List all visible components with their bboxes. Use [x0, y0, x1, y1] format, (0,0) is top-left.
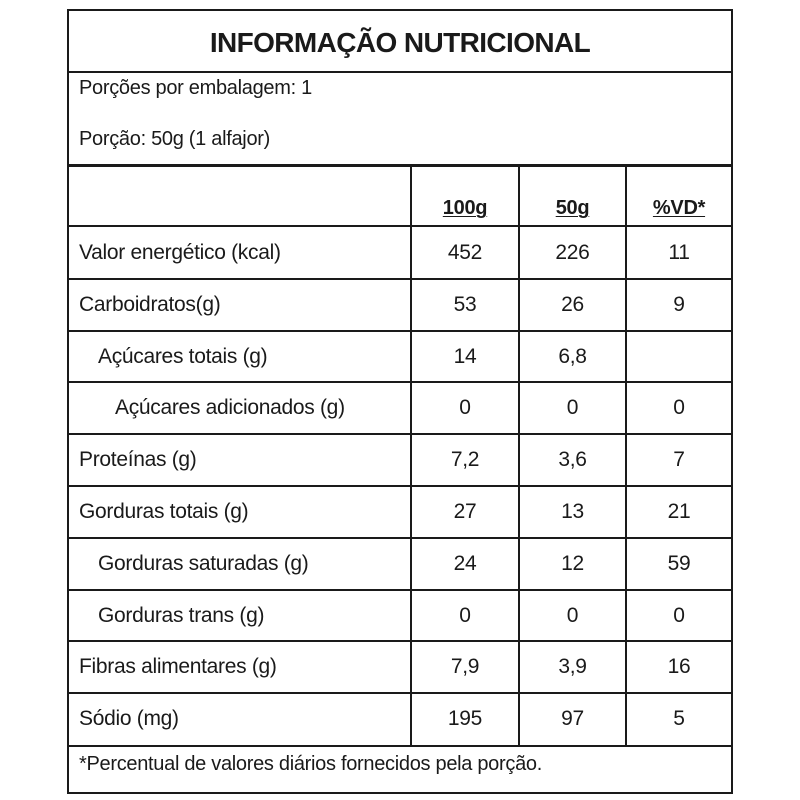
- value-50g: 3,9: [558, 655, 587, 678]
- value-vd: [627, 331, 731, 382]
- nutrient-label: Sódio (mg): [79, 707, 179, 730]
- nutrient-label: Proteínas (g): [79, 448, 197, 471]
- table-row: [69, 279, 731, 330]
- serving-size: Porção: 50g (1 alfajor): [79, 128, 270, 150]
- table-row: [69, 227, 731, 278]
- value-100g: 7,9: [450, 655, 480, 678]
- table-row: [69, 693, 731, 744]
- divider-title: [69, 71, 731, 73]
- nutrient-label: Açúcares adicionados (g): [115, 396, 345, 419]
- value-50g: 0: [566, 604, 579, 627]
- nutrient-label: Gorduras trans (g): [98, 604, 265, 627]
- table-row: [69, 382, 731, 433]
- value-vd: 9: [673, 293, 685, 316]
- nutrient-label: Fibras alimentares (g): [79, 655, 277, 678]
- nutrition-facts-panel: [67, 9, 733, 794]
- value-vd: 5: [673, 707, 685, 730]
- nutrient-label: Açúcares totais (g): [98, 345, 268, 368]
- column-header-100g: 100g: [442, 197, 488, 219]
- value-50g: 0: [566, 396, 579, 419]
- table-row: [69, 641, 731, 692]
- value-vd: 21: [667, 500, 691, 523]
- nutrient-label: Valor energético (kcal): [79, 241, 281, 264]
- value-100g: 195: [447, 707, 483, 730]
- value-vd: 59: [667, 552, 691, 575]
- value-vd: 7: [673, 448, 685, 471]
- value-100g: 53: [453, 293, 477, 316]
- value-100g: 14: [453, 345, 477, 368]
- value-100g: 24: [453, 552, 477, 575]
- value-50g: 226: [555, 241, 590, 264]
- value-50g: 26: [561, 293, 584, 316]
- value-50g: 13: [561, 500, 584, 523]
- value-50g: 97: [561, 707, 584, 730]
- value-100g: 0: [459, 396, 471, 419]
- nutrient-label: Carboidratos(g): [79, 293, 221, 316]
- table-row: [69, 331, 731, 382]
- value-50g: 3,6: [558, 448, 587, 471]
- value-100g: 27: [453, 500, 477, 523]
- table-row: [69, 538, 731, 589]
- value-vd: 0: [673, 604, 685, 627]
- table-row: [69, 590, 731, 641]
- value-50g: 6,8: [558, 345, 587, 368]
- table-row: [69, 434, 731, 485]
- nutrient-label: Gorduras saturadas (g): [98, 552, 309, 575]
- panel-title: INFORMAÇÃO NUTRICIONAL: [209, 27, 591, 58]
- value-100g: 0: [459, 604, 471, 627]
- table-header-row: [69, 167, 731, 225]
- value-100g: 452: [447, 241, 483, 264]
- column-header-vd: %VD*: [652, 197, 706, 219]
- nutrient-label: Gorduras totais (g): [79, 500, 249, 523]
- footnote: *Percentual de valores diários fornecidos pela porção.: [79, 753, 542, 775]
- value-vd: 0: [673, 396, 685, 419]
- value-100g: 7,2: [450, 448, 480, 471]
- column-header-50g: 50g: [555, 197, 590, 219]
- value-vd: 11: [668, 241, 690, 264]
- table-row: [69, 486, 731, 537]
- value-50g: 12: [561, 552, 584, 575]
- value-vd: 16: [667, 655, 691, 678]
- servings-per-package: Porções por embalagem: 1: [79, 77, 312, 99]
